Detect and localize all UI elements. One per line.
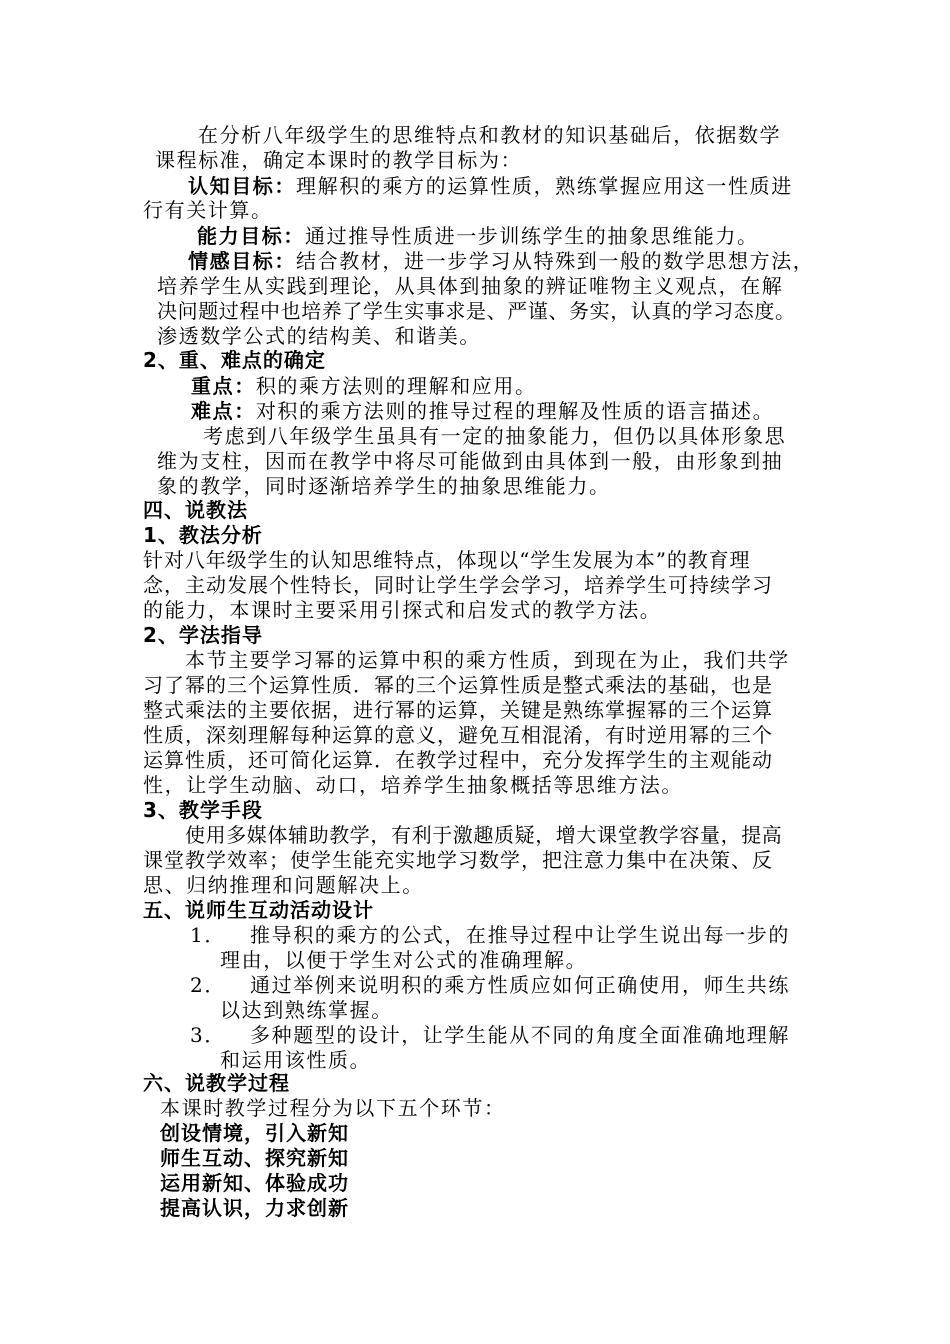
section-heading: 2、重、难点的确定 [143, 348, 326, 372]
cognitive-goal-label: 认知目标： [188, 174, 296, 198]
paragraph-line: 针对八年级学生的认知思维特点，体现以“学生发展为本”的教育理 [143, 548, 751, 572]
difficulty-point [191, 399, 774, 424]
paragraph-line: 本节主要学习幂的运算中积的乘方性质，到现在为止，我们共学 [185, 648, 790, 672]
emotion-goal-text: 渗透数学公式的结构美、和谐美。 [157, 324, 481, 348]
ability-goal-text: 通过推导性质进一步训练学生的抽象思维能力。 [305, 224, 759, 248]
subsection-heading: 3、教学手段 [143, 798, 263, 822]
list-item-text: 通过举例来说明积的乘方性质应如何正确使用，师生共练 [250, 973, 790, 997]
section-heading: 五、说师生互动活动设计 [143, 898, 374, 922]
process-step: 师生互动、探究新知 [160, 1146, 349, 1170]
paragraph-line: 课堂教学效率；使学生能充实地学习数学，把注意力集中在决策、反 [143, 848, 773, 872]
list-item-text: 以达到熟练掌握。 [220, 998, 393, 1022]
cognitive-goal-text: 理解积的乘方的运算性质，熟练掌握应用这一性质进 [296, 174, 793, 198]
subsection-heading: 1、教法分析 [143, 523, 263, 547]
list-item-text: 多种题型的设计，让学生能从不同的角度全面准确地理解 [250, 1023, 790, 1047]
process-step: 运用新知、体验成功 [160, 1171, 349, 1195]
section-heading: 四、说教法 [143, 498, 248, 522]
paragraph-line: 性质，深刻理解每种运算的意义，避免互相混淆，有时逆用幂的三个 [143, 723, 773, 747]
intro-line: 课程标准，确定本课时的教学目标为： [155, 148, 523, 172]
paragraph-line: 习了幂的三个运算性质．幂的三个运算性质是整式乘法的基础，也是 [143, 673, 773, 697]
emotion-goal-text: 结合教材，进一步学习从特殊到一般的数学思想方法， [296, 249, 815, 273]
ability-goal [197, 224, 759, 249]
note-line: 象的教学，同时逐渐培养学生的抽象思维能力。 [157, 474, 611, 498]
emotion-goal [188, 249, 814, 274]
list-item-text: 和运用该性质。 [220, 1048, 372, 1072]
section-heading: 六、说教学过程 [143, 1071, 290, 1095]
paragraph-line: 运算性质，还可简化运算．在教学过程中，充分发挥学生的主观能动 [143, 748, 773, 772]
process-intro: 本课时教学过程分为以下五个环节： [160, 1096, 506, 1120]
process-step: 创设情境，引入新知 [160, 1121, 349, 1145]
paragraph-line: 念，主动发展个性特长，同时让学生学会学习，培养学生可持续学习 [143, 573, 773, 597]
paragraph-line: 整式乘法的主要依据，进行幂的运算，关键是熟练掌握幂的三个运算 [143, 698, 773, 722]
paragraph-line: 思、归纳推理和问题解决上。 [143, 873, 424, 897]
note-line: 维为支柱，因而在教学中将尽可能做到由具体到一般，由形象到抽 [157, 449, 784, 473]
cognitive-goal-text: 行有关计算。 [143, 198, 273, 222]
focus-label: 重点： [191, 374, 256, 398]
focus-point [191, 374, 537, 399]
cognitive-goal [188, 174, 793, 199]
list-item-number: 1． [190, 923, 226, 947]
list-item-number: 3． [190, 1023, 226, 1047]
difficulty-label: 难点： [191, 399, 256, 423]
note-line: 考虑到八年级学生虽具有一定的抽象能力，但仍以具体形象思 [203, 424, 787, 448]
paragraph-line: 的能力，本课时主要采用引探式和启发式的教学方法。 [143, 598, 662, 622]
paragraph-line: 使用多媒体辅助教学，有利于激趣质疑，增大课堂教学容量，提高 [185, 823, 783, 847]
paragraph-line: 性，让学生动脑、动口，培养学生抽象概括等思维方法。 [143, 773, 683, 797]
subsection-heading: 2、学法指导 [143, 623, 263, 647]
difficulty-text: 对积的乘方法则的推导过程的理解及性质的语言描述。 [255, 399, 775, 423]
list-item-number: 2． [190, 973, 226, 997]
emotion-goal-text: 决问题过程中也培养了学生实事求是、严谨、务实，认真的学习态度。 [157, 299, 796, 323]
focus-text: 积的乘方法则的理解和应用。 [255, 374, 537, 398]
emotion-goal-text: 培养学生从实践到理论，从具体到抽象的辨证唯物主义观点，在解 [157, 274, 784, 298]
process-step: 提高认识，力求创新 [160, 1196, 349, 1220]
list-item-text: 推导积的乘方的公式，在推导过程中让学生说出每一步的 [250, 923, 790, 947]
ability-goal-label: 能力目标： [197, 224, 305, 248]
list-item-text: 理由，以便于学生对公式的准确理解。 [220, 948, 588, 972]
intro-line: 在分析八年级学生的思维特点和教材的知识基础后，依据数学 [198, 123, 782, 147]
emotion-goal-label: 情感目标： [188, 249, 296, 273]
